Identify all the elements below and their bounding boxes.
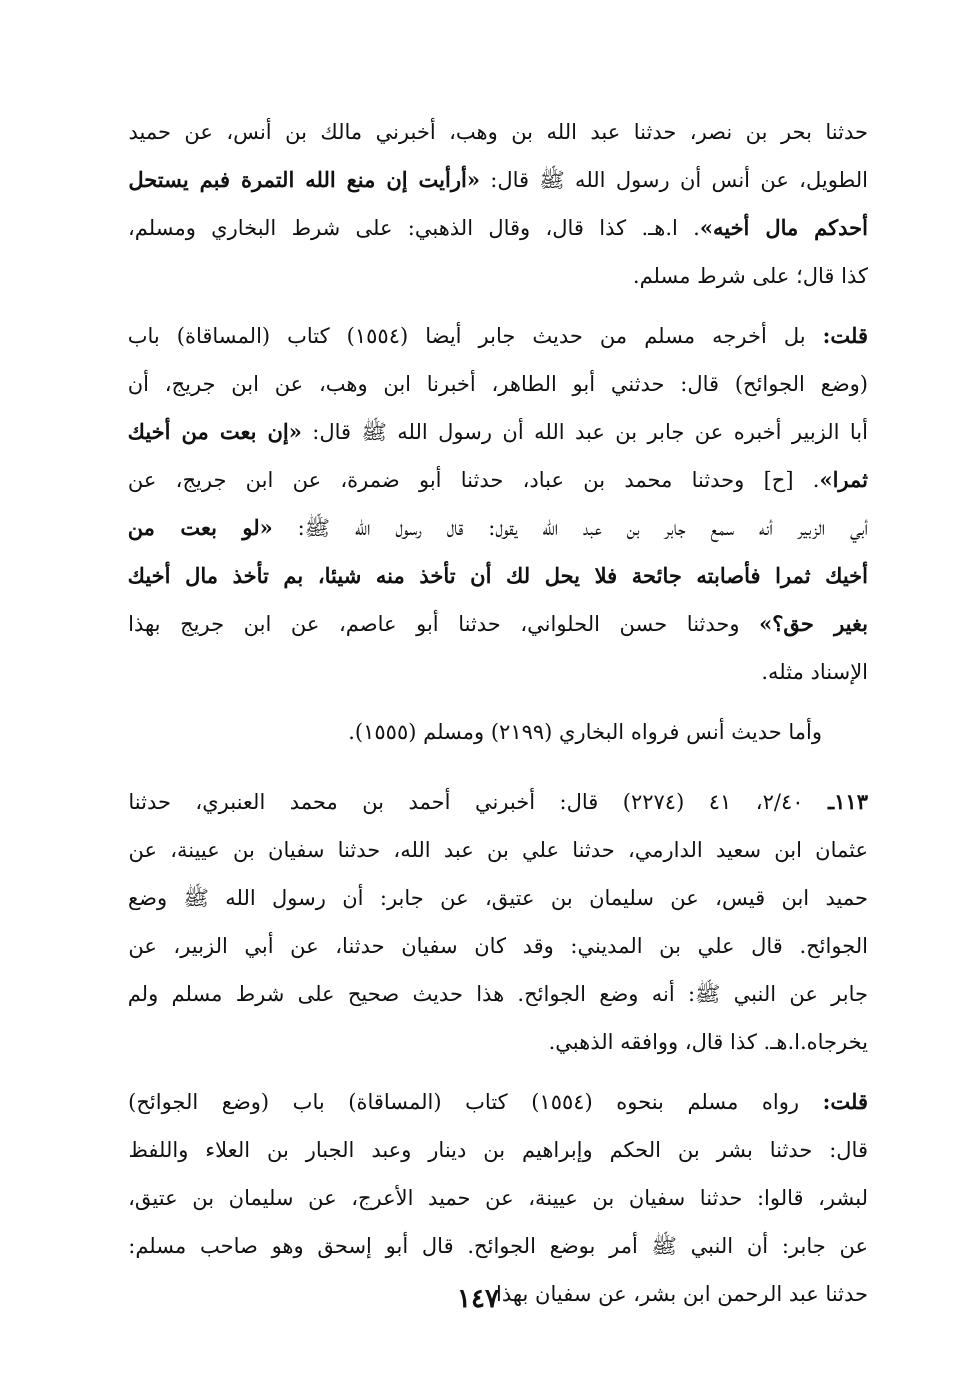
text-line (128, 1018, 868, 1066)
text-run: لبشر، قالوا: حدثنا سفيان بن عيينة، عن حميد الأعرج، عن سليمان بن عتيق، (128, 1186, 868, 1210)
bold-text-run: بغير حق؟» (759, 611, 868, 636)
text-line (128, 778, 868, 826)
text-line (128, 456, 868, 504)
text-run: كذا قال؛ على شرط مسلم. (632, 264, 868, 288)
text-run: بل أخرجه مسلم من حديث جابر أيضا (١٥٥٤) كتاب (المساقاة) باب (128, 324, 823, 348)
text-run: وحدثنا حسن الحلواني، حدثنا أبو عاصم، عن ابن جريج بهذا (128, 612, 760, 636)
text-line (128, 1174, 868, 1222)
text-run: جابر عن النبي ﷺ: أنه وضع الجوائح. هذا حديث صحيح على شرط مسلم ولم (128, 982, 868, 1006)
bold-text-run: «أرأيت إن منع الله التمرة فبم يستحل (128, 167, 480, 192)
text-line (128, 252, 868, 300)
text-line (128, 708, 868, 756)
bold-text-run: ١١٣ـ (828, 789, 868, 814)
text-run: حدثنا عبد الرحمن ابن بشر، عن سفيان بهذا. (489, 1282, 868, 1306)
paragraph (128, 1078, 868, 1318)
text-run: وأما حديث أنس فرواه البخاري (٢١٩٩) ومسلم (١٥٥٥). (348, 720, 822, 744)
bold-text-run: ثمرا» (819, 467, 868, 492)
text-run: رواه مسلم بنحوه (١٥٥٤) كتاب (المساقاة) باب (وضع الجوائح) (128, 1090, 823, 1114)
text-run: الطويل، عن أنس أن رسول الله ﷺ قال: (479, 168, 868, 192)
text-run: الإسناد مثله. (761, 660, 868, 684)
paragraph (128, 108, 868, 300)
text-run: أبي الزبير أنه سمع جابر بن عبد الله يقول: قال رسول الله ﷺ: (272, 516, 868, 540)
bold-text-run: قلت: (822, 323, 868, 348)
text-line (128, 970, 868, 1018)
text-run: حدثنا بحر بن نصر، حدثنا عبد الله بن وهب، أخبرني مالك بن أنس، عن حميد (128, 120, 868, 144)
text-run: عن جابر: أن النبي ﷺ أمر بوضع الجوائح. قال أبو إسحق وهو صاحب مسلم: (128, 1234, 868, 1258)
text-line (128, 874, 868, 922)
text-run: (وضع الجوائح) قال: حدثني أبو الطاهر، أخبرنا ابن وهب، عن ابن جريج، أن (128, 372, 868, 396)
text-line (128, 312, 868, 360)
text-line (128, 156, 868, 204)
page-number: ١٤٧ (457, 1284, 499, 1314)
text-run: أبا الزبير أخبره عن جابر بن عبد الله أن رسول الله ﷺ قال: (301, 420, 868, 444)
text-line (128, 1078, 868, 1126)
text-line (128, 648, 868, 696)
text-line (128, 108, 868, 156)
text-run: الجوائح. قال علي بن المديني: وقد كان سفيان حدثنا، عن أبي الزبير، عن (128, 934, 868, 958)
bold-text-run: «إن بعت من أخيك (128, 419, 302, 444)
text-line (128, 204, 868, 252)
bold-text-run: قلت: (822, 1089, 868, 1114)
bold-text-run: أحدكم مال أخيه» (699, 215, 868, 240)
text-run: ٢/٤٠، ٤١ (٢٢٧٤) قال: أخبرني أحمد بن محمد العنبري، حدثنا (128, 790, 828, 814)
text-run: حميد ابن قيس، عن سليمان بن عتيق، عن جابر: أن رسول الله ﷺ وضع (128, 886, 868, 910)
text-line (128, 1222, 868, 1270)
text-run: . ا.هـ. كذا قال، وقال الذهبي: على شرط البخاري ومسلم، (128, 216, 700, 240)
paragraph (128, 708, 868, 756)
text-line (128, 408, 868, 456)
book-page-body (128, 108, 868, 1330)
text-run: عثمان ابن سعيد الدارمي، حدثنا علي بن عبد الله، حدثنا سفيان بن عيينة، عن (128, 838, 868, 862)
text-line (128, 504, 868, 552)
text-run: . [ح] وحدثنا محمد بن عباد، حدثنا أبو ضمرة، عن ابن جريج، عن (128, 468, 820, 492)
text-line (128, 600, 868, 648)
paragraph (128, 778, 868, 1066)
text-line (128, 826, 868, 874)
bold-text-run: «لو بعت من (128, 515, 273, 540)
text-line (128, 552, 868, 600)
text-line (128, 360, 868, 408)
bold-text-run: أخيك ثمرا فأصابته جائحة فلا يحل لك أن تأخذ منه شيئا، بم تأخذ مال أخيك (128, 563, 868, 588)
text-line (128, 1126, 868, 1174)
text-run: يخرجاه.ا.هـ. كذا قال، ووافقه الذهبي. (548, 1030, 868, 1054)
paragraph (128, 312, 868, 696)
text-run: قال: حدثنا بشر بن الحكم وإبراهيم بن دينار وعبد الجبار بن العلاء واللفظ (128, 1138, 868, 1162)
text-line (128, 922, 868, 970)
